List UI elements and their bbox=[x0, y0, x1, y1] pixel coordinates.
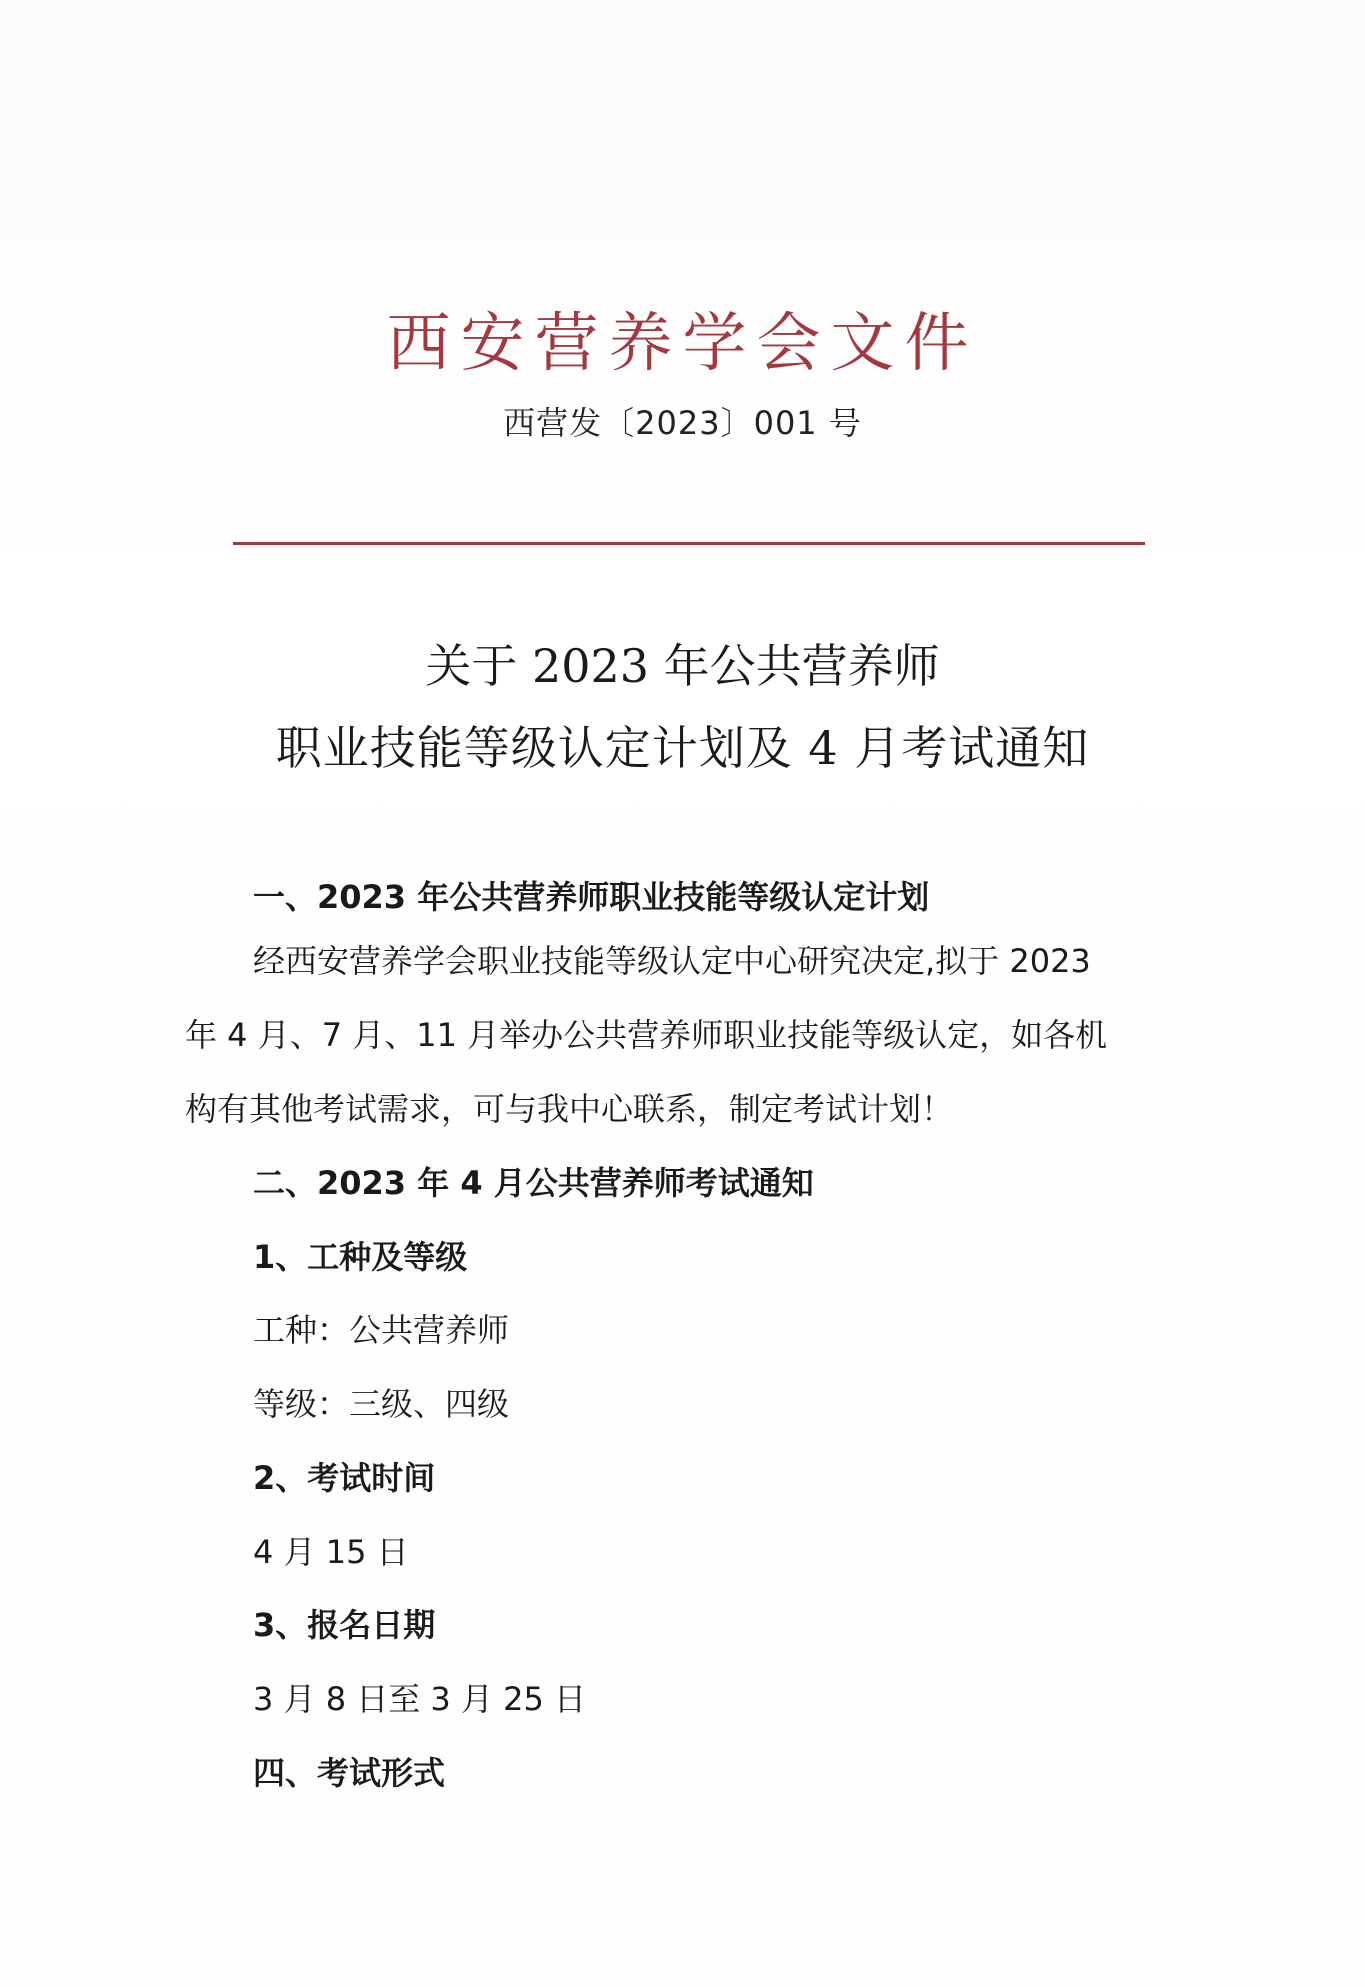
notice-title-line-1: 关于 2023 年公共营养师 bbox=[425, 639, 940, 693]
paragraph-1-line-2: 年 4 月、7 月、11 月举办公共营养师职业技能等级认定，如各机 bbox=[185, 1016, 1108, 1054]
notice-title-line-2: 职业技能等级认定计划及 4 月考试通知 bbox=[275, 721, 1090, 775]
item-2-value: 4 月 15 日 bbox=[253, 1533, 409, 1571]
document-number: 西营发〔2023〕001 号 bbox=[503, 404, 862, 442]
item-1-level: 等级：三级、四级 bbox=[253, 1385, 510, 1423]
item-3-value: 3 月 8 日至 3 月 25 日 bbox=[253, 1680, 587, 1718]
item-1-trade: 工种：公共营养师 bbox=[253, 1311, 510, 1349]
section-2-heading: 二、2023 年 4 月公共营养师考试通知 bbox=[253, 1164, 814, 1202]
letterhead-org-title: 西安营养学会文件 bbox=[386, 307, 979, 381]
section-1-heading: 一、2023 年公共营养师职业技能等级认定计划 bbox=[253, 878, 930, 916]
paragraph-1-line-3: 构有其他考试需求，可与我中心联系，制定考试计划！ bbox=[185, 1090, 954, 1128]
section-4-heading: 四、考试形式 bbox=[253, 1754, 446, 1792]
item-2-heading: 2、考试时间 bbox=[253, 1459, 436, 1497]
paragraph-1-line-1: 经西安营养学会职业技能等级认定中心研究决定,拟于 2023 bbox=[253, 942, 1091, 980]
letterhead-divider bbox=[233, 542, 1145, 545]
item-3-heading: 3、报名日期 bbox=[253, 1606, 436, 1644]
item-1-heading: 1、工种及等级 bbox=[253, 1238, 468, 1276]
